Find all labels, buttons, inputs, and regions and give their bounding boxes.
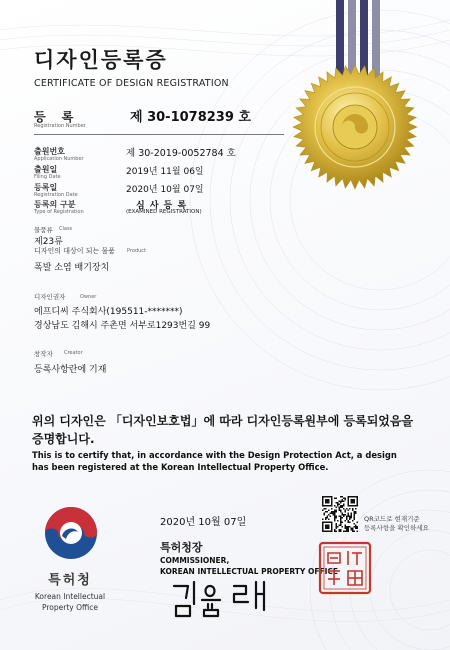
- registration-type-label-english: Type of Registration: [34, 209, 84, 215]
- commissioner-title-korean: 특허청장: [160, 541, 203, 554]
- qr-code-icon: [322, 496, 358, 532]
- certificate-title-korean: 디자인등록증: [34, 48, 168, 72]
- issue-date: 2020년 10월 07일: [160, 517, 247, 528]
- filing-date-label: 출원일: [34, 165, 58, 174]
- registration-type-note: (EXAMINED REGISTRATION): [126, 209, 202, 215]
- registration-label-english: Registration Number: [34, 123, 86, 129]
- official-stamp-icon: [318, 541, 372, 595]
- kipo-name-english-line1: Korean Intellectual: [34, 592, 106, 601]
- owner-label-korean: 디자인권자: [34, 293, 66, 301]
- product-label-korean: 디자인의 대상이 되는 물품: [34, 247, 116, 255]
- divider: [34, 134, 284, 135]
- registration-date-label: 등록일: [34, 183, 58, 192]
- kipo-name-korean: 특허청: [48, 573, 92, 588]
- filing-date-label-english: Filing Date: [34, 174, 61, 180]
- product-value: 폭발 소염 배기장치: [34, 263, 110, 273]
- creator-label-korean: 창작자: [34, 350, 53, 358]
- commissioner-title-english-line1: COMMISSIONER,: [160, 556, 230, 565]
- kipo-logo-icon: [44, 506, 98, 560]
- application-number-label-english: Application Number: [34, 156, 84, 162]
- registration-date-label-english: Registration Date: [34, 192, 78, 198]
- class-label-english: Class: [59, 226, 73, 232]
- statement-english-line2: has been registered at the Korean Intellectual Property Office.: [32, 462, 329, 472]
- qr-note-line2: 등록사항을 확인하세요: [364, 524, 429, 532]
- registration-date-value: 2020년 10월 07일: [126, 185, 204, 195]
- product-label-english: Product: [127, 248, 146, 254]
- application-number-value: 제 30-2019-0052784 호: [126, 148, 236, 159]
- commissioner-signature: [168, 578, 278, 620]
- owner-name: 에프디씨 주식회사(195511-*******): [34, 307, 183, 317]
- owner-label-english: Owner: [80, 294, 97, 300]
- owner-address: 경상남도 김해시 주촌면 서부로1293번길 99: [34, 321, 211, 331]
- certificate-title-english: CERTIFICATE OF DESIGN REGISTRATION: [34, 78, 229, 89]
- statement-english-line1: This is to certify that, in accordance with the Design Protection Act, a design: [32, 450, 397, 460]
- commissioner-title-english-line2: KOREAN INTELLECTUAL PROPERTY OFFICE: [160, 567, 339, 576]
- qr-note-line1: QR코드로 현재기준: [364, 515, 420, 523]
- gold-seal-icon: [290, 62, 420, 192]
- registration-number: 제 30-1078239 호: [130, 110, 251, 125]
- statement-korean-line2: 증명합니다.: [32, 432, 95, 446]
- kipo-name-english-line2: Property Office: [41, 603, 98, 612]
- registration-label-korean: 등 록: [34, 110, 80, 124]
- creator-label-english: Creator: [64, 350, 83, 356]
- class-label-korean: 물품류: [34, 226, 53, 234]
- filing-date-value: 2019년 11월 06일: [126, 167, 204, 177]
- class-value: 제23류: [34, 237, 63, 247]
- application-number-label: 출원번호: [34, 147, 65, 156]
- registration-type-value: 심 사 등 록: [136, 201, 188, 211]
- statement-korean-line1: 위의 디자인은 「디자인보호법」에 따라 디자인등록원부에 등록되었음을: [32, 414, 414, 428]
- creator-value: 등록사항란에 기재: [34, 365, 107, 375]
- registration-type-label: 등록의 구분: [34, 200, 76, 209]
